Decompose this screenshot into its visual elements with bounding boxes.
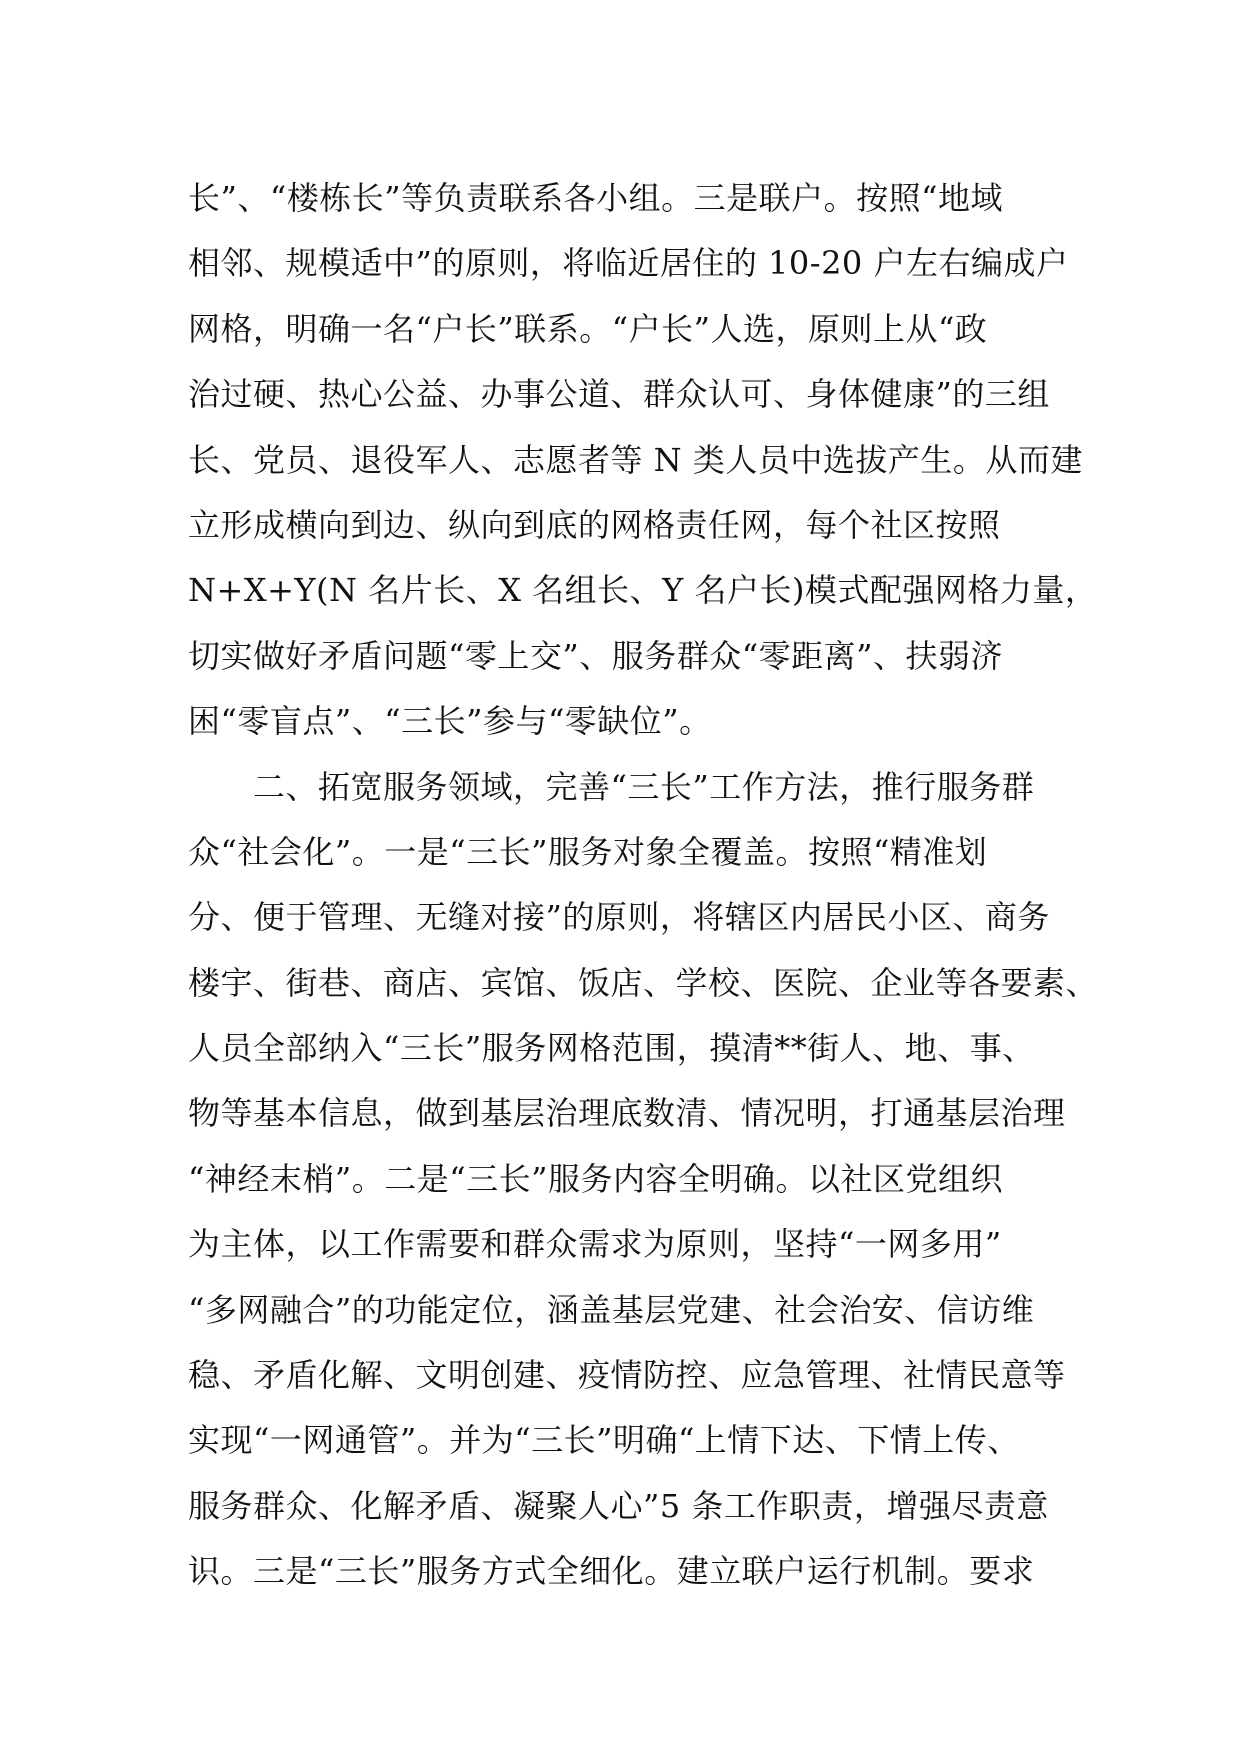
text-line-10: 二、拓宽服务领域，完善“三长”工作方法，推行服务群 (188, 767, 1035, 806)
text-line-11: 众“社会化”。一是“三长”服务对象全覆盖。按照“精准划 (188, 832, 988, 871)
text-line-13: 楼宇、街巷、商店、宾馆、饭店、学校、医院、企业等各要素、 (188, 963, 1099, 1002)
text-line-7: N+X+Y(N 名片长、X 名组长、Y 名户长)模式配强网格力量， (188, 571, 1098, 610)
body-text (188, 166, 1099, 1605)
text-line-9: 困“零盲点”、“三长”参与“零缺位”。 (188, 702, 712, 741)
text-line-4: 治过硬、热心公益、办事公道、群众认可、身体健康”的三组 (188, 375, 1050, 414)
text-line-12: 分、便于管理、无缝对接”的原则，将辖区内居民小区、商务 (188, 898, 1050, 937)
text-line-14: 人员全部纳入“三长”服务网格范围，摸清**街人、地、事、 (188, 1029, 1035, 1068)
text-line-20: 实现“一网通管”。并为“三长”明确“上情下达、下情上传、 (188, 1421, 1020, 1460)
text-line-8: 切实做好矛盾问题“零上交”、服务群众“零距离”、扶弱济 (188, 636, 1003, 675)
text-line-3: 网格，明确一名“户长”联系。“户长”人选，原则上从“政 (188, 309, 988, 348)
text-line-1: 长”、“楼栋长”等负责联系各小组。三是联户。按照“地域 (188, 179, 1003, 217)
text-line-17: 为主体，以工作需要和群众需求为原则，坚持“一网多用” (188, 1225, 1002, 1264)
text-line-5: 长、党员、退役军人、志愿者等 N 类人员中选拔产生。从而建 (188, 440, 1083, 479)
text-line-6: 立形成横向到边、纵向到底的网格责任网，每个社区按照 (188, 505, 1001, 544)
text-line-2: 相邻、规模适中”的原则，将临近居住的 10-20 户左右编成户 (188, 244, 1069, 283)
text-line-22: 识。三是“三长”服务方式全细化。建立联户运行机制。要求 (188, 1552, 1035, 1591)
text-line-18: “多网融合”的功能定位，涵盖基层党建、社会治安、信访维 (188, 1290, 1035, 1329)
text-line-21: 服务群众、化解矛盾、凝聚人心”5 条工作职责，增强尽责意 (188, 1486, 1049, 1525)
text-line-19: 稳、矛盾化解、文明创建、疫情防控、应急管理、社情民意等 (188, 1356, 1066, 1395)
text-line-15: 物等基本信息，做到基层治理底数清、情况明，打通基层治理 (188, 1094, 1066, 1133)
text-line-16: “神经末梢”。二是“三长”服务内容全明确。以社区党组织 (188, 1159, 1003, 1198)
